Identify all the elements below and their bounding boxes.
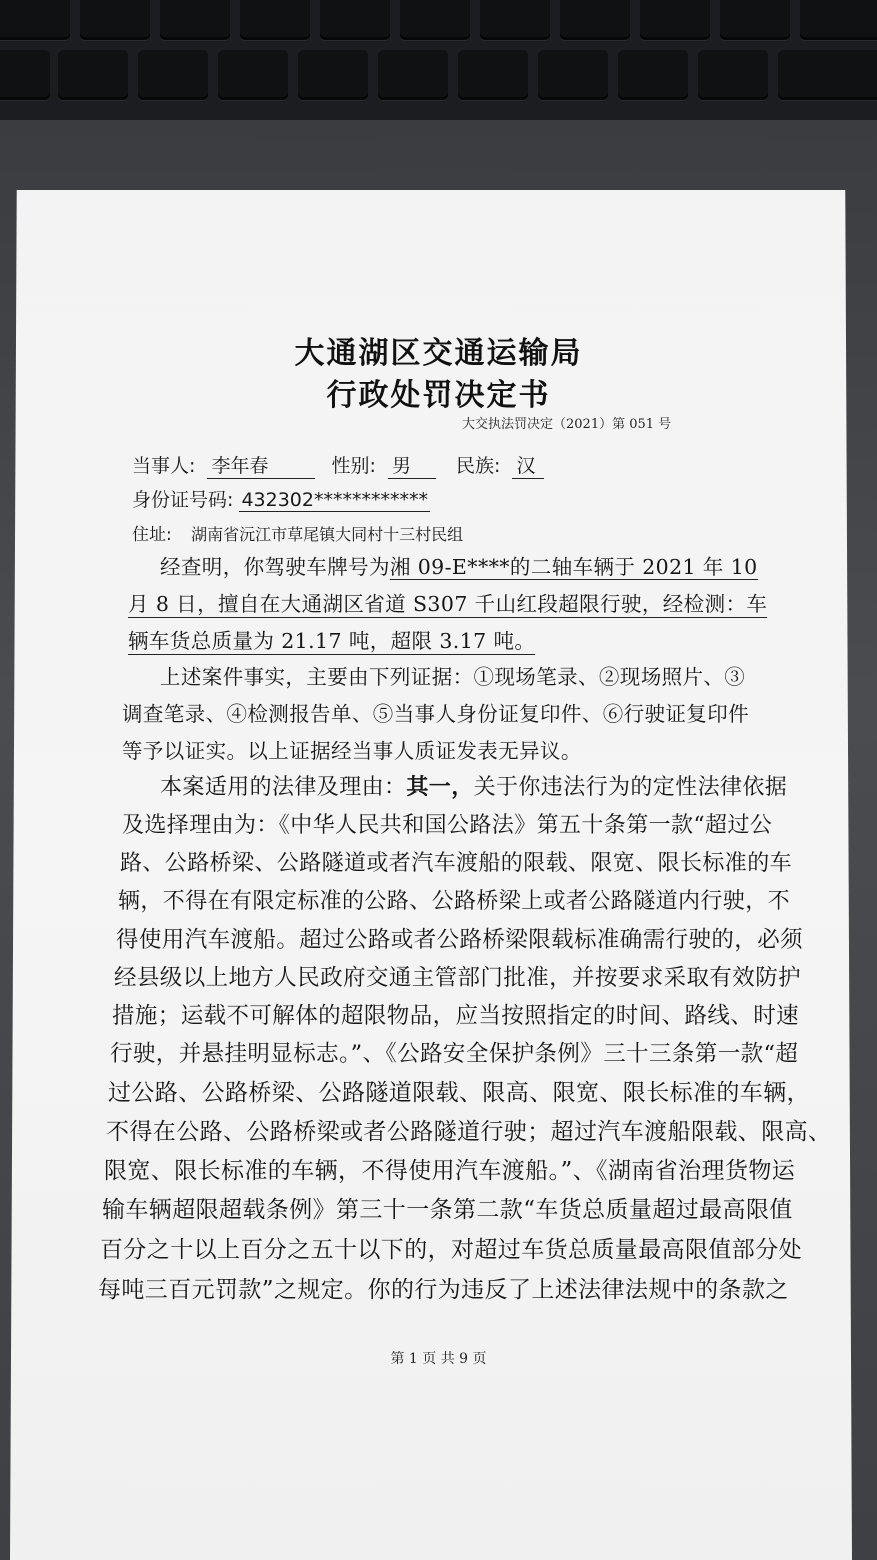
legal-basis-line: 路、公路桥梁、公路隧道或者汽车渡船的限载、限宽、限长标准的车 xyxy=(120,851,793,876)
legal-basis-text: 关于你违法行为的定性法律依据 xyxy=(473,775,788,800)
legal-basis-line: 行驶，并悬挂明显标志。”、《公路安全保护条例》三十三条第一款“超 xyxy=(110,1041,799,1067)
legal-basis-line: 过公路、公路桥梁、公路隧道限载、限高、限宽、限长标准的车辆， xyxy=(108,1080,810,1106)
page-number: 第 1 页 共 9 页 xyxy=(390,1351,487,1367)
legal-basis-text: 本案适用的法律及理由： xyxy=(160,775,407,800)
ethnicity-value: 汉 xyxy=(512,451,544,479)
legal-basis-line: 得使用汽车渡船。超过公路或者公路桥梁限载标准确需行驶的，必须 xyxy=(116,927,804,953)
legal-basis-line: 百分之十以上百分之五十以下的，对超过车货总质量最高限值部分处 xyxy=(100,1237,802,1263)
ethnicity-label: 民族: xyxy=(456,455,501,477)
legal-basis-emphasis: 其一， xyxy=(406,774,474,800)
facts-line: 辆车货总质量为 21.17 吨，超限 3.17 吨。 xyxy=(128,624,535,655)
document-number: 大交执法罚决定（2021）第 051 号 xyxy=(462,417,672,432)
keyboard-background xyxy=(0,0,877,120)
address-value: 湖南省沅江市草尾镇大同村十三村民组 xyxy=(191,525,464,544)
legal-basis-line: 不得在公路、公路桥梁或者公路隧道行驶；超过汽车渡船限载、限高、 xyxy=(106,1119,832,1145)
evidence-line: 等予以证实。以上证据经当事人质证发表无异议。 xyxy=(122,739,582,763)
legal-basis-line: 限宽、限长标准的车辆，不得使用汽车渡船。”、《湖南省治理货物运 xyxy=(104,1158,796,1184)
document-type-title: 行政处罚决定书 xyxy=(326,378,551,413)
legal-basis-line: 及选择理由为：《中华人民共和国公路法》第五十条第一款“超过公 xyxy=(122,813,773,838)
legal-basis-line xyxy=(160,770,787,801)
legal-basis-line: 辆，不得在有限定标准的公路、公路桥梁上或者公路隧道内行驶，不 xyxy=(118,889,791,914)
party-info-row xyxy=(132,451,544,479)
id-row xyxy=(132,485,430,512)
gender-value: 男 xyxy=(388,451,436,479)
address-label: 住址: xyxy=(132,525,172,545)
facts-text: 经查明，你驾驶车牌号为 xyxy=(160,555,390,579)
document-issuer-title: 大通湖区交通运输局 xyxy=(294,336,583,371)
address-row xyxy=(132,520,463,545)
evidence-line: 调查笔录、④检测报告单、⑤当事人身份证复印件、⑥行驶证复印件 xyxy=(122,702,749,726)
evidence-line: 上述案件事实，主要由下列证据：①现场笔录、②现场照片、③ xyxy=(160,665,746,689)
legal-basis-line: 输车辆超限超载条例》第三十一条第二款“车货总质量超过最高限值 xyxy=(102,1197,793,1223)
facts-vehicle-text: 湘 09-E****的二轴车辆于 2021 年 10 xyxy=(389,555,758,579)
id-number-value: 432302************ xyxy=(241,489,428,511)
gender-label: 性别: xyxy=(331,455,376,477)
party-name-value: 李年春 xyxy=(207,451,315,479)
id-number-label: 身份证号码: xyxy=(132,489,234,511)
legal-basis-line: 措施；运载不可解体的超限物品，应当按照指定的时间、路线、时速 xyxy=(112,1003,800,1029)
legal-basis-line: 经县级以上地方人民政府交通主管部门批准，并按要求采取有效防护 xyxy=(114,965,802,991)
party-name-label: 当事人: xyxy=(132,455,196,477)
facts-line xyxy=(160,550,758,580)
facts-line: 月 8 日，擅自在大通湖区省道 S307 千山红段超限行驶，经检测：车 xyxy=(128,587,767,618)
legal-basis-line: 每吨三百元罚款”之规定。你的行为违反了上述法律法规中的条款之 xyxy=(98,1277,789,1303)
